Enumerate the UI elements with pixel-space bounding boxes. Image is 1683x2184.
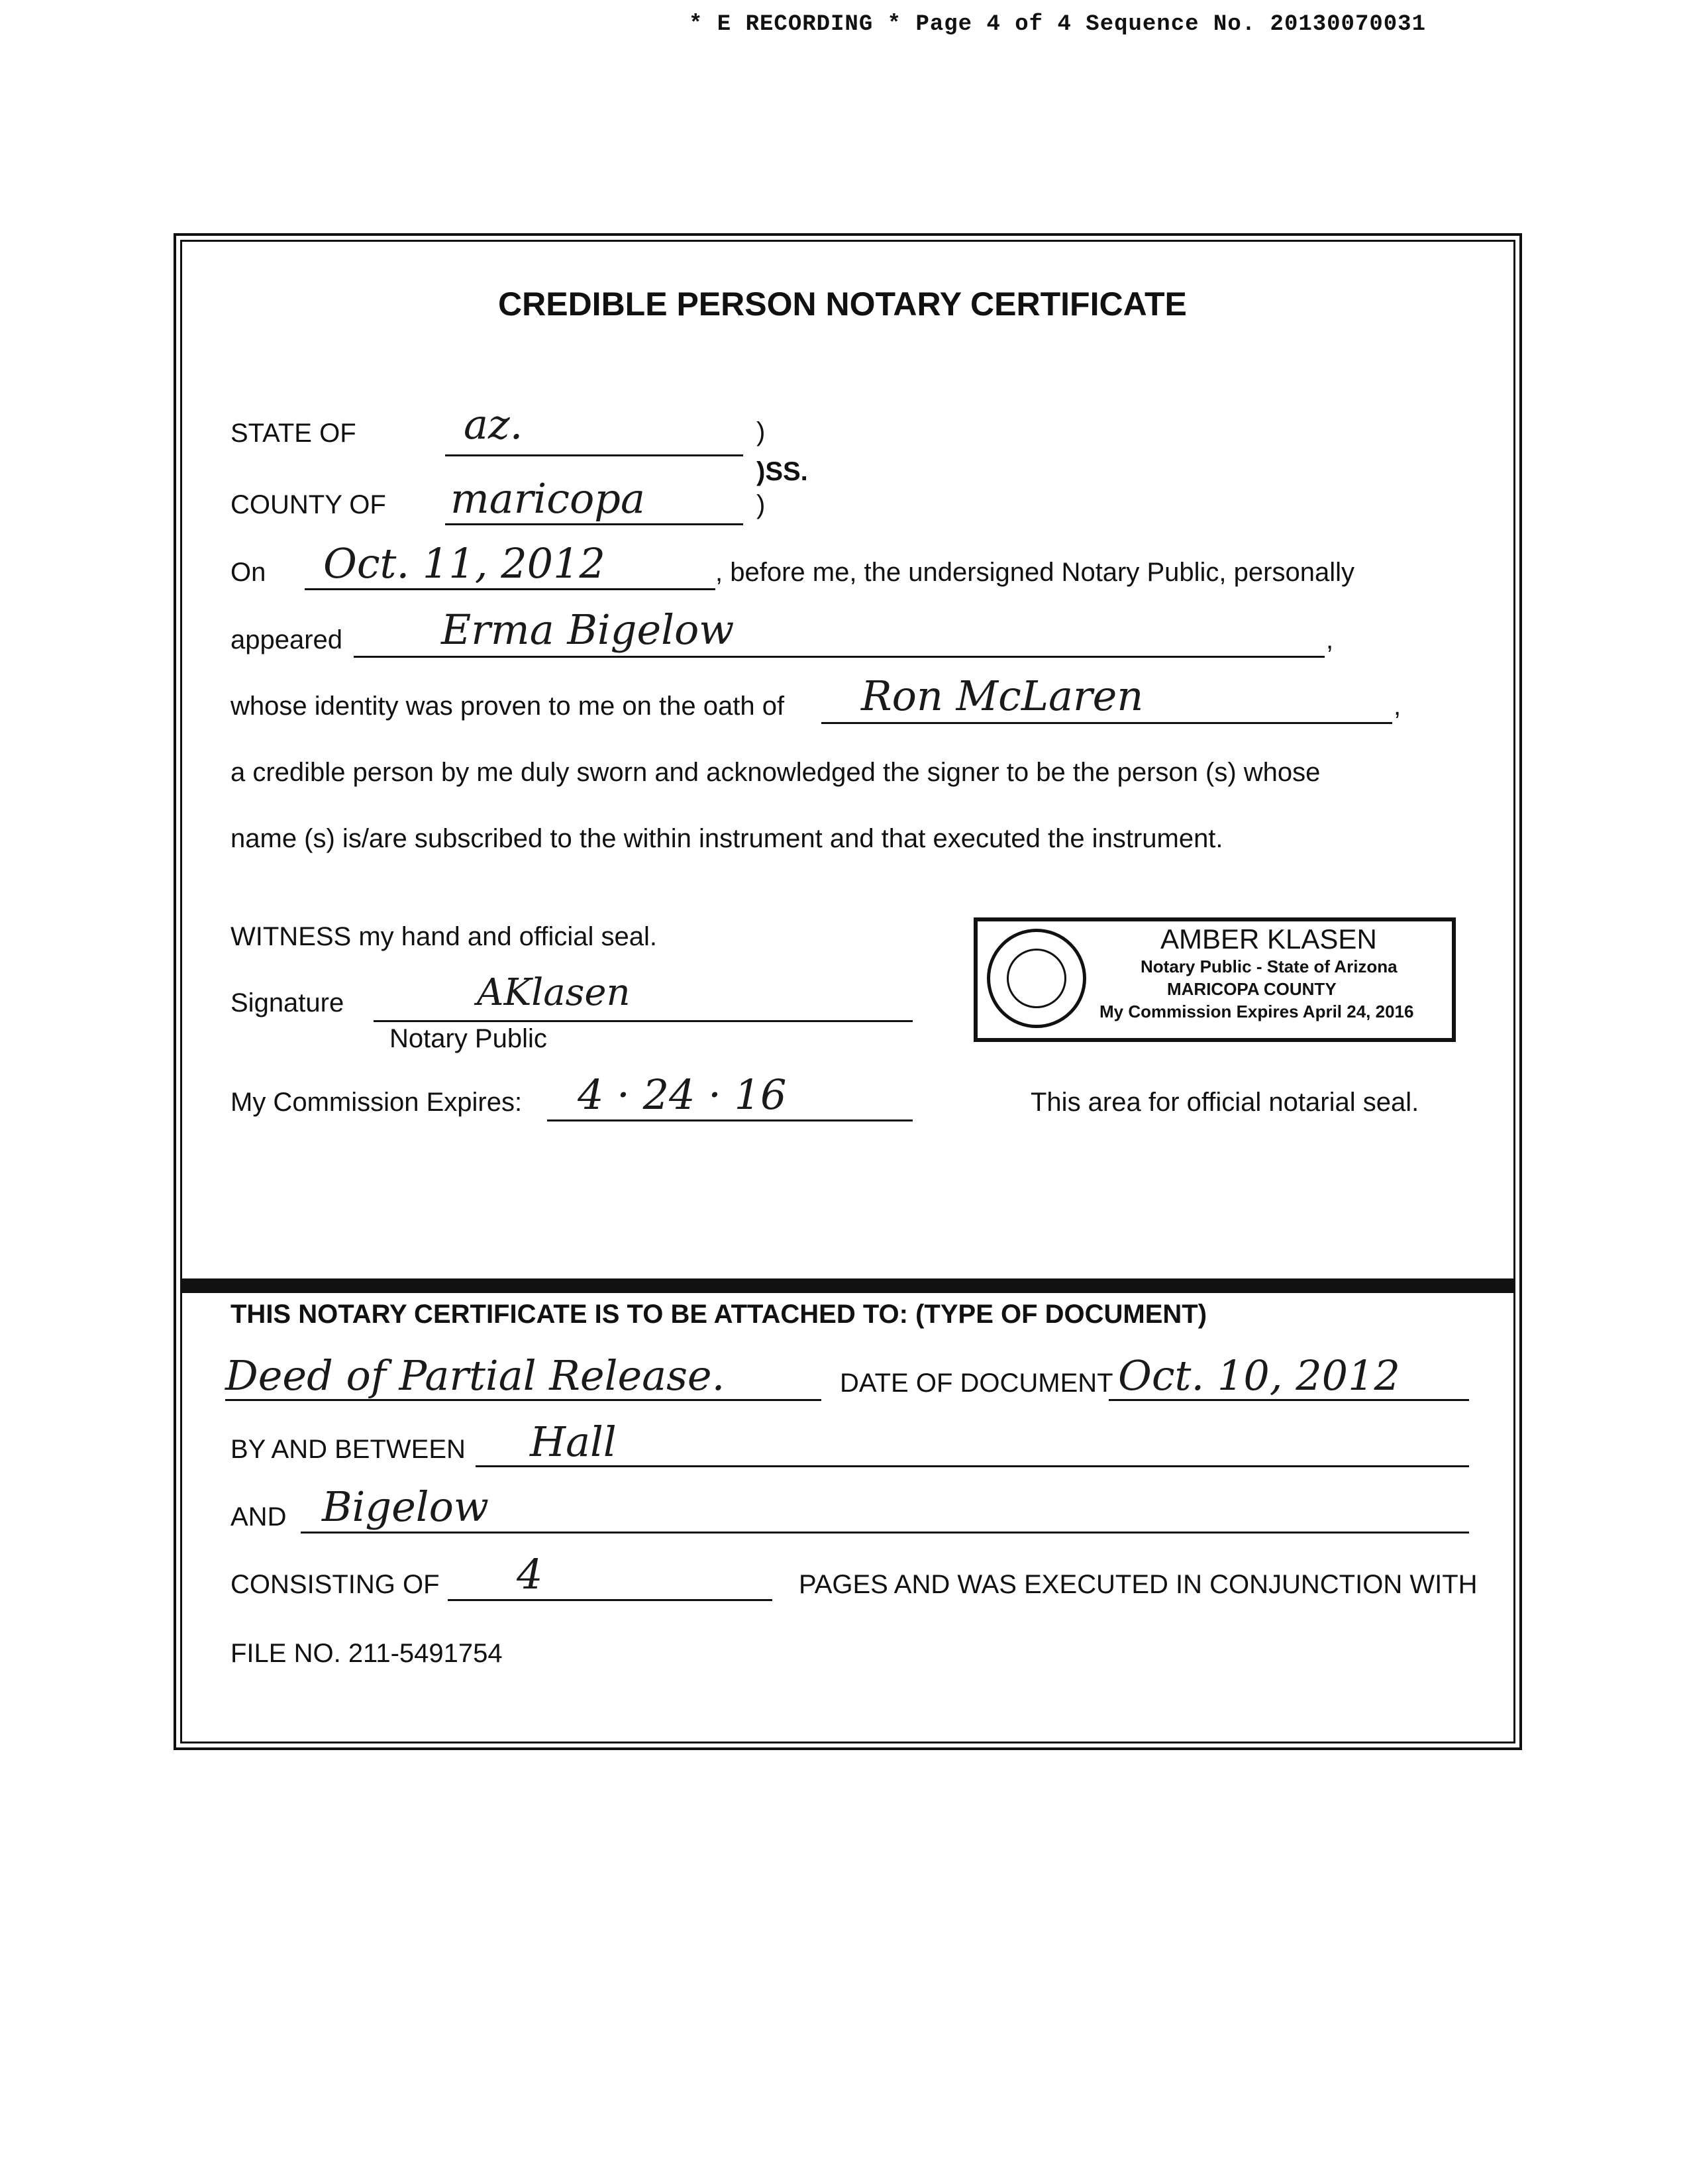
before-text: , before me, the undersigned Notary Public, personally: [715, 558, 1354, 587]
ss-label: )SS.: [756, 457, 808, 486]
appeared-value: Erma Bigelow: [441, 605, 735, 654]
appeared-comma: ,: [1326, 625, 1334, 654]
body-line-2: name (s) is/are subscribed to the within instrument and that executed the instrument.: [230, 824, 1223, 853]
state-line: [445, 454, 743, 456]
seal-line-3: MARICOPA COUNTY: [1167, 979, 1337, 999]
certificate-title: CREDIBLE PERSON NOTARY CERTIFICATE: [498, 286, 1187, 323]
seal-line-4: My Commission Expires April 24, 2016: [1099, 1002, 1414, 1021]
recording-header: * E RECORDING * Page 4 of 4 Sequence No. 20130070031: [689, 12, 1426, 37]
pages-text: PAGES AND WAS EXECUTED IN CONJUNCTION WITH: [799, 1570, 1478, 1599]
state-value: az.: [464, 400, 523, 448]
consisting-line: [448, 1599, 772, 1601]
date-of-document-label: DATE OF DOCUMENT: [840, 1369, 1113, 1398]
body-line-1: a credible person by me duly sworn and acknowledged the signer to be the person (s) whose: [230, 758, 1321, 787]
state-paren: ): [756, 417, 766, 446]
commission-value: 4 · 24 · 16: [578, 1070, 787, 1119]
date-of-document-line: [1109, 1399, 1469, 1401]
county-value: maricopa: [450, 474, 645, 523]
commission-line: [547, 1119, 913, 1121]
state-seal-inner-icon: [1007, 949, 1066, 1008]
signature-label: Signature: [230, 988, 344, 1017]
state-label: STATE OF: [230, 419, 356, 448]
oath-line: [821, 722, 1392, 724]
between-value: Hall: [530, 1418, 617, 1466]
county-label: COUNTY OF: [230, 490, 386, 519]
oath-comma: ,: [1394, 692, 1402, 721]
seal-area-text: This area for official notarial seal.: [1031, 1088, 1419, 1117]
attachment-heading: THIS NOTARY CERTIFICATE IS TO BE ATTACHED TO: (TYPE OF DOCUMENT): [230, 1300, 1207, 1329]
date-line: [305, 588, 715, 590]
consisting-label: CONSISTING OF: [230, 1570, 440, 1599]
oath-value: Ron McLaren: [861, 672, 1144, 720]
appeared-label: appeared: [230, 625, 343, 654]
oath-label: whose identity was proven to me on the oath of: [230, 692, 785, 721]
county-line: [445, 523, 743, 525]
seal-name: AMBER KLASEN: [1160, 923, 1377, 955]
and-line: [301, 1532, 1469, 1534]
between-line: [476, 1465, 1469, 1467]
signature-line: [374, 1020, 913, 1022]
date-value: Oct. 11, 2012: [323, 539, 605, 588]
commission-label: My Commission Expires:: [230, 1088, 523, 1117]
appeared-line: [354, 656, 1325, 658]
date-of-document-value: Oct. 10, 2012: [1118, 1351, 1400, 1400]
notary-public-label: Notary Public: [389, 1024, 547, 1053]
doc-type-line: [225, 1399, 821, 1401]
file-no: FILE NO. 211-5491754: [230, 1639, 503, 1668]
seal-line-2: Notary Public - State of Arizona: [1141, 957, 1398, 976]
and-value: Bigelow: [322, 1482, 489, 1531]
between-label: BY AND BETWEEN: [230, 1435, 466, 1464]
county-paren: ): [756, 490, 766, 519]
and-label: AND: [230, 1502, 287, 1532]
witness-text: WITNESS my hand and official seal.: [230, 922, 657, 951]
signature-value: AKlasen: [477, 971, 631, 1014]
doc-type-value: Deed of Partial Release.: [225, 1351, 725, 1400]
section-divider: [180, 1278, 1515, 1293]
consisting-value: 4: [517, 1550, 543, 1598]
on-label: On: [230, 558, 266, 587]
